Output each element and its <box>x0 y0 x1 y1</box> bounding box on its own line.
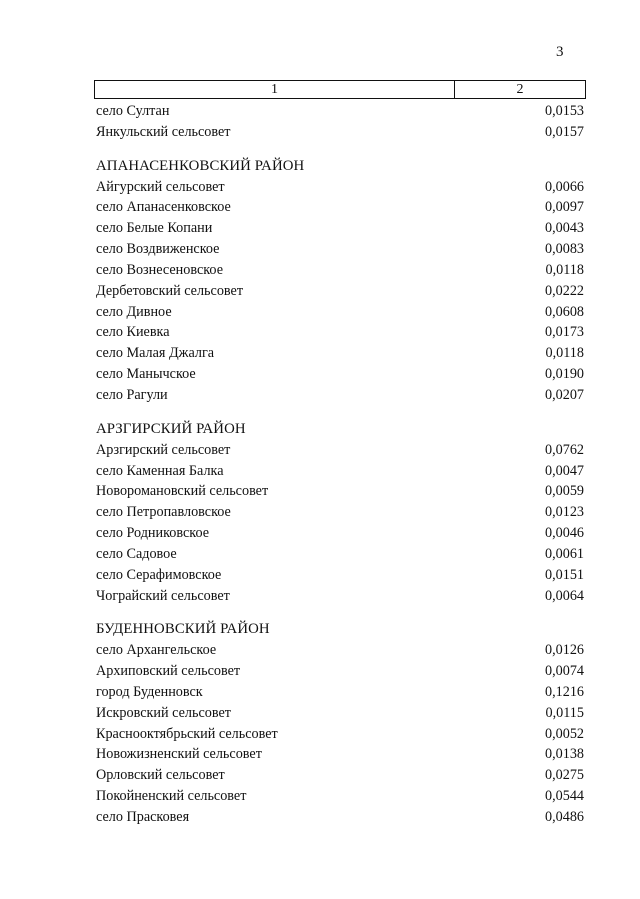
settlement-name: село Султан <box>96 103 170 119</box>
settlement-name: Айгурский сельсовет <box>96 178 225 195</box>
district-heading: АРЗГИРСКИЙ РАЙОН <box>96 420 246 437</box>
settlement-name: село Манычское <box>96 366 196 383</box>
table-row <box>96 239 586 260</box>
settlement-name: село Каменная Балка <box>96 462 224 479</box>
table-row <box>96 744 586 765</box>
settlement-name: Новоромановский сельсовет <box>96 483 269 500</box>
table-row <box>96 364 586 385</box>
table-row <box>96 322 586 343</box>
settlement-name: село Малая Джалга <box>96 345 215 362</box>
coefficient-value: 0,0059 <box>544 483 584 500</box>
coefficient-value: 0,0046 <box>544 525 584 542</box>
coefficient-value: 0,0222 <box>544 282 584 299</box>
coefficient-value: 0,0074 <box>544 663 584 680</box>
coefficient-value: 0,0043 <box>544 220 584 237</box>
settlement-name: Чограйский сельсовет <box>96 587 230 604</box>
settlement-name: село Архангельское <box>96 642 217 659</box>
coefficient-value: 0,0153 <box>544 103 584 119</box>
table-row <box>96 640 586 661</box>
coefficient-value: 0,0097 <box>544 199 584 216</box>
settlement-name: село Вознесеновское <box>96 261 223 278</box>
settlement-name: Орловский сельсовет <box>96 767 225 784</box>
table-row <box>96 177 586 198</box>
coefficient-value: 0,0157 <box>544 123 584 140</box>
table-row <box>96 440 586 461</box>
district-heading: АПАНАСЕНКОВСКИЙ РАЙОН <box>96 157 305 174</box>
coefficient-value: 0,0173 <box>544 324 584 341</box>
settlement-name: Новожизненский сельсовет <box>96 746 262 763</box>
coefficient-value: 0,0064 <box>544 587 584 604</box>
table-row <box>96 724 586 745</box>
coefficient-value: 0,0544 <box>544 788 584 805</box>
settlement-name: село Киевка <box>96 324 170 341</box>
table-row <box>96 260 586 281</box>
table-body <box>96 101 586 828</box>
settlement-name: Архиповский сельсовет <box>96 663 241 680</box>
table-row <box>96 682 586 703</box>
table-row <box>96 302 586 323</box>
settlement-name: Покойненский сельсовет <box>96 788 247 805</box>
table-row <box>96 586 586 607</box>
coefficient-value: 0,0118 <box>545 345 584 362</box>
table-header <box>94 80 586 99</box>
settlement-name: село Садовое <box>96 545 177 562</box>
coefficient-value: 0,1216 <box>544 683 584 700</box>
coefficient-value: 0,0083 <box>544 241 584 258</box>
settlement-name: Дербетовский сельсовет <box>96 282 244 299</box>
district-section <box>96 101 586 143</box>
table-row <box>96 544 586 565</box>
column-header-2: 2 <box>516 82 524 97</box>
table-row <box>96 807 586 828</box>
settlement-name: село Прасковея <box>96 809 190 825</box>
settlement-name: село Серафимовское <box>96 566 222 583</box>
table-row <box>96 101 586 122</box>
district-section <box>96 156 586 406</box>
settlement-name: село Апанасенковское <box>96 199 231 216</box>
table-row <box>96 565 586 586</box>
district-section <box>96 419 586 607</box>
coefficient-value: 0,0608 <box>544 303 584 320</box>
settlement-name: село Родниковское <box>96 525 210 542</box>
table-row <box>96 122 586 143</box>
settlement-name: Янкульский сельсовет <box>96 123 231 140</box>
settlement-name: село Белые Копани <box>96 220 213 237</box>
coefficient-value: 0,0138 <box>544 746 584 763</box>
coefficient-value: 0,0762 <box>544 441 584 458</box>
settlement-name: село Рагули <box>96 386 168 403</box>
coefficient-value: 0,0207 <box>544 386 584 403</box>
coefficient-value: 0,0047 <box>544 462 584 479</box>
coefficient-value: 0,0066 <box>544 178 584 195</box>
table-row <box>96 461 586 482</box>
table-row <box>96 481 586 502</box>
page-number: 3 <box>556 44 564 60</box>
table-row <box>96 765 586 786</box>
coefficient-value: 0,0052 <box>544 725 584 742</box>
settlement-name: Арзгирский сельсовет <box>96 441 231 458</box>
table-row <box>96 786 586 807</box>
table-row <box>96 343 586 364</box>
coefficient-value: 0,0123 <box>544 504 584 521</box>
table-row <box>96 218 586 239</box>
table-row <box>96 281 586 302</box>
settlement-name: город Буденновск <box>96 683 203 700</box>
coefficient-value: 0,0061 <box>544 545 584 562</box>
district-heading: БУДЕННОВСКИЙ РАЙОН <box>96 621 270 638</box>
coefficient-value: 0,0151 <box>544 566 584 583</box>
table-row <box>96 703 586 724</box>
column-header-1: 1 <box>95 81 455 98</box>
settlement-name: село Петропавловское <box>96 504 231 521</box>
coefficient-value: 0,0190 <box>544 366 584 383</box>
coefficient-value: 0,0118 <box>545 261 584 278</box>
table-row <box>96 197 586 218</box>
coefficient-value: 0,0126 <box>544 642 584 659</box>
table-row <box>96 502 586 523</box>
coefficient-value: 0,0275 <box>544 767 584 784</box>
district-section <box>96 619 586 827</box>
settlement-name: село Дивное <box>96 303 172 320</box>
coefficient-value: 0,0486 <box>544 809 584 825</box>
settlement-name: село Воздвиженское <box>96 241 220 258</box>
settlement-name: Искровский сельсовет <box>96 704 231 721</box>
coefficient-value: 0,0115 <box>545 704 584 721</box>
table-row <box>96 661 586 682</box>
table-row <box>96 385 586 406</box>
table-row <box>96 523 586 544</box>
settlement-name: Краснооктябрьский сельсовет <box>96 725 278 742</box>
